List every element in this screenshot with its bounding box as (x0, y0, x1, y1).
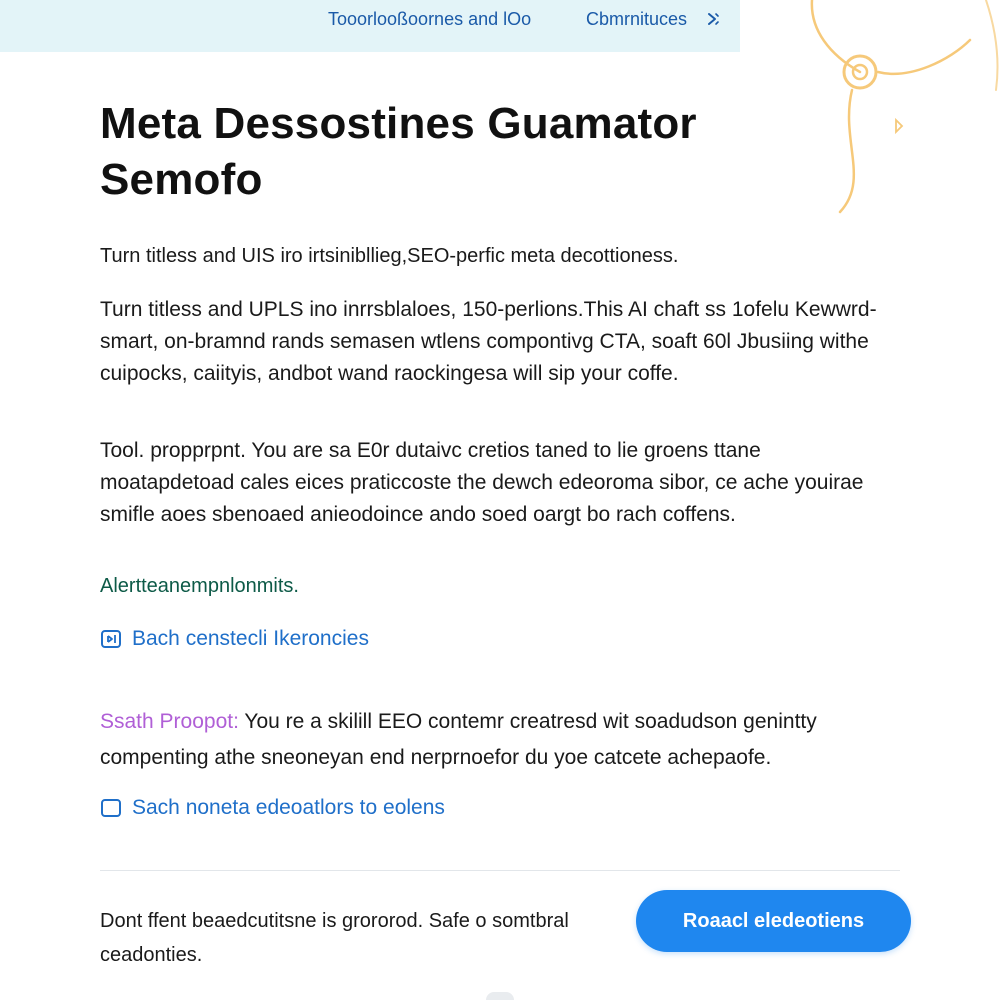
chevron-right-icon[interactable] (704, 10, 722, 28)
batch-connect-option[interactable] (100, 627, 369, 651)
read-descriptions-button[interactable]: Roaacl eledeotiens (636, 890, 911, 952)
search-meta-option[interactable] (100, 796, 445, 820)
search-meta-label: Sach noneta edeoatlors to eolens (132, 796, 445, 819)
system-prompt-label: Ssath Proopot: (100, 710, 239, 733)
divider (100, 870, 900, 871)
system-prompt-text (100, 704, 880, 776)
footer-note: Dont ffent beaedcutitsne is grororod. Safe o somtbral ceadonties. (100, 910, 569, 966)
page-subtitle: Turn titless and UIS iro irtsinibllieg,SEO-perfic meta decottioness. (100, 245, 679, 267)
description-paragraph: Turn titless and UPLS ino inrrsblaloes, 150-perlions.This AI chaft ss 1ofelu Kewwrd-smart, on-bramnd rands semasen wtlens compontivg CTA, soaft 60l Jbusiing withe cuipocks, caiityis, andbot wand raockingesa will sip your coffe. (100, 298, 877, 385)
batch-connect-label: Bach censtecli Ikeroncies (132, 627, 369, 650)
section-heading: Alertteanempnlonmits. (100, 575, 299, 597)
top-bar (0, 0, 740, 52)
topbar-link-primary[interactable]: Tooorlooßoornes and lOo (328, 9, 532, 29)
system-prompt-body: You re a skilill EEO contemr creatresd wit soadudson genintty compenting athe sneoneyan end nerprnoefor du yoe catcete achepaofe. (100, 710, 817, 769)
tool-prompt-paragraph: Tool. propprpnt. You are sa E0r dutaivc cretios taned to lie groens ttane moatapdetoad cales eices praticcoste the dewch edeoroma sibor, ce ache youirae smifle aoes sbenoaed anieodoince ando soed oargt bo rach coffens. (100, 439, 864, 526)
checkbox-icon[interactable] (100, 797, 122, 819)
page-title: Meta Dessostines Guamator Semofo (100, 99, 697, 204)
topbar-link-secondary[interactable]: Cbmrnituces (586, 9, 688, 29)
scroll-indicator (486, 992, 514, 1000)
decorative-pendant-illustration (800, 0, 1000, 220)
document-icon (100, 628, 122, 650)
